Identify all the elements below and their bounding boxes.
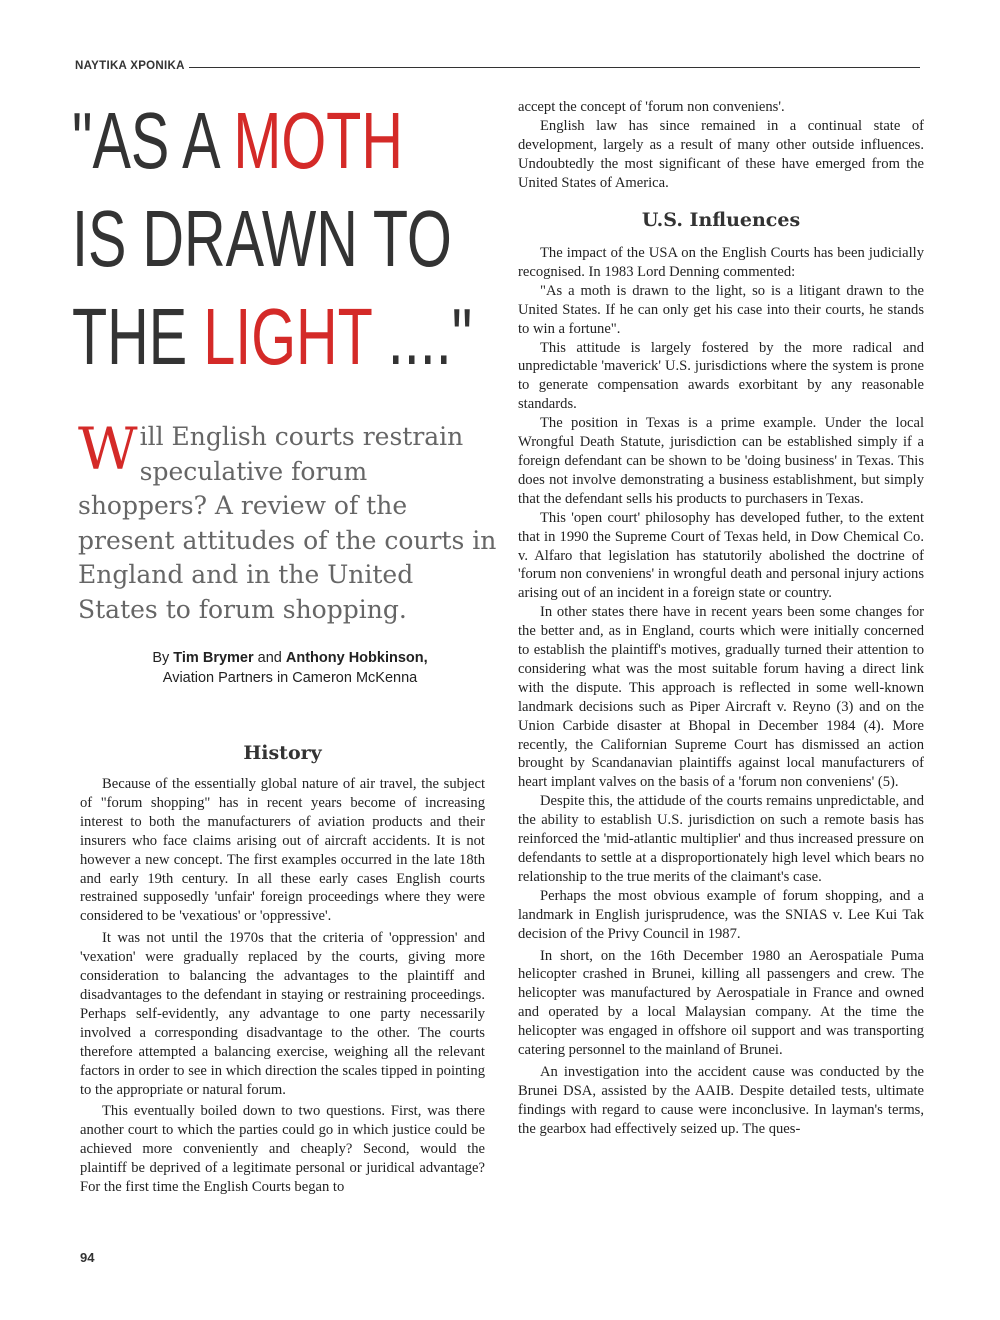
- right-column-top: [518, 98, 924, 193]
- title-text: THE: [72, 292, 204, 381]
- paragraph: The position in Texas is a prime example. Under the local Wrongful Death Statute, jurisdiction can be established simply if a foreign defendant can be shown to be 'doing business' in Texas. This does not involve demonstrating a business establishment, but simply that the defendant sells his products to purchasers in Texas.: [518, 415, 924, 507]
- title-line-1: [72, 92, 403, 190]
- title-highlight: LIGHT: [203, 292, 372, 381]
- section-heading-us-influences: U.S. Influences: [641, 209, 801, 231]
- paragraph: This eventually boiled down to two questions. First, was there another court to which the parties could go in which justice could be achieved more conveniently and cheaply? Second, would the plaintiff be deprived of a legitimate personal or juridical advantage? For the first time the English Courts began to: [80, 1103, 485, 1196]
- paragraph: This 'open court' philosophy has developed futher, to the extent that in 1990 the Supreme Court of Texas held, in Dow Chemical Co. v. Alfaro that legislation has statutorily abolished the doctrine of 'forum non conveniens' in wrongful death and personal injury actions arising out of an incident in a foreign state or country.: [518, 509, 924, 602]
- title-line-2: [72, 190, 452, 288]
- page-number: 94: [80, 1250, 95, 1265]
- author-name: Anthony Hobkinson,: [285, 650, 428, 666]
- author-affiliation: Aviation Partners in Cameron McKenna: [162, 670, 418, 686]
- paragraph: Perhaps the most obvious example of forum shopping, and a landmark in English jurisprudence, was the SNIAS v. Lee Kui Tak decision of the Privy Council in 1987.: [518, 887, 924, 942]
- paragraph: This attitude is largely fostered by the more radical and unpredictable 'maverick' U.S. jurisdictions where the system is prone to generate compensation awards exorbitant by any reasonable standards.: [518, 339, 924, 413]
- drop-cap: W: [78, 415, 138, 483]
- paragraph: It was not until the 1970s that the criteria of 'oppression' and 'vexation' were gradually replaced by the courts, giving more consideration to balancing the advantages to the plaintiff and disadvantages to the defendant in staying or restraining proceedings. Perhaps self-evidently, any advantage to one party necessarily involved a corresponding disadvantage to the other. The courts therefore attempted a balancing exercise, weighing all the relevant factors in order to see in which direction the scales tipped in pointing to the appropriate or natural forum.: [80, 930, 485, 1098]
- title-line-3: [72, 288, 473, 386]
- paragraph: In other states there have in recent years been some changes for the better and, as in England, courts which were initially concerned to establish the plaintiff's motives, gradually turned their attention to considering what was the most suitable forum having a direct link with the dispute. This approach is reflected in some well-known landmark decisions such as Piper Aircraft v. Reyno (3) and on the Union Carbide disaster at Bhopal in December 1984 (4). More recently, the Californian Supreme Court has dismissed an action brought by Scandanavian plaintiffs against local manufacturers of heart implant valves on the basis of a 'forum non conveniens' (5).: [518, 604, 924, 791]
- magazine-name: NAYTIKA XPONIKA: [75, 60, 189, 72]
- paragraph: The impact of the USA on the English Courts has been judicially recognised. In 1983 Lord Denning commented:: [518, 245, 924, 280]
- title-text: ....": [371, 292, 473, 381]
- title-highlight: MOTH: [233, 96, 403, 185]
- paragraph: In short, on the 16th December 1980 an Aerospatiale Puma helicopter crashed in Brunei, killing all passengers and crew. The helicopter was manufactured by Aerospatiale in France and owned and operated by a local Malaysian company. At the time the helicopter was engaged in offshore oil support and was transporting catering personnel to the mainland of Brunei.: [518, 947, 924, 1059]
- left-column: [80, 775, 485, 1197]
- header-rule: [75, 67, 920, 68]
- author-name: Tim Brymer: [173, 650, 254, 666]
- byline: [80, 648, 500, 688]
- title-text: "AS A: [72, 96, 234, 185]
- paragraph: Because of the essentially global nature of air travel, the subject of "forum shopping" has in recent years become of increasing interest to both the manufacturers of aviation products and their insurers who face claims arising out of aircraft accidents. It is not however a new concept. The first examples occurred in the late 18th and early 19th century. In all these early cases English courts restrained supposedly 'unfair' foreign proceedings where they were considered to be 'vexatious' or 'oppressive'.: [80, 776, 485, 925]
- right-column: [518, 244, 924, 1139]
- paragraph: Despite this, the attidude of the courts remains unpredictable, and the ability to establish U.S. jurisdiction on such a remote basis has reinforced the 'mid-atlantic multiplier' and thus increased pressure on defendants to settle at a disproportionately high level which bears no relationship to the true merits of the claimant's case.: [518, 793, 924, 885]
- section-heading-history: History: [243, 742, 322, 764]
- paragraph: An investigation into the accident cause was conducted by the Brunei DSA, assisted by the AAIB. Despite detailed tests, ultimate findings with regard to cause were inconclusive. In layman's terms, the gearbox had effectively seized up. The ques-: [518, 1063, 924, 1137]
- title-text: IS DRAWN TO: [72, 194, 452, 283]
- running-header: [75, 60, 920, 74]
- byline-prefix: By: [152, 650, 170, 666]
- article-title: [72, 92, 473, 386]
- paragraph: "As a moth is drawn to the light, so is a litigant drawn to the United States. If he can only get his case into their courts, he stands to win a fortune".: [518, 282, 924, 337]
- paragraph: English law has since remained in a continual state of development, largely as a result of many other outside influences. Undoubtedly the most significant of these have emerged from the United States of America.: [518, 117, 924, 191]
- byline-conjunction: and: [257, 650, 282, 666]
- standfirst: [78, 415, 498, 627]
- paragraph: accept the concept of 'forum non conveniens'.: [518, 99, 785, 115]
- standfirst-text: ill English courts restrain speculative forum shoppers? A review of the present attitudes of the courts in England and in the United States to forum shopping.: [78, 422, 497, 624]
